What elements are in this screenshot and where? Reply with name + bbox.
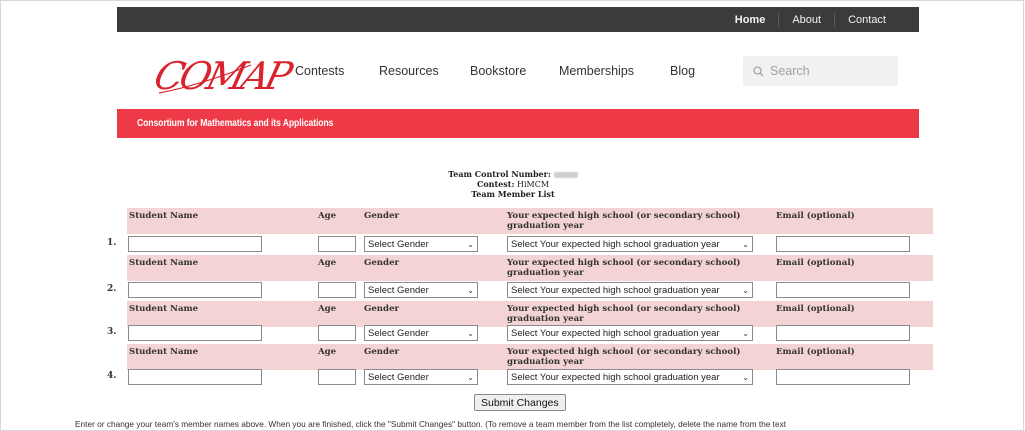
logo-text: COMAP — [149, 54, 293, 99]
submit-changes-button[interactable]: Submit Changes — [474, 394, 566, 411]
age-input[interactable] — [318, 325, 356, 341]
table-header-row: Student Name Age Gender Your expected high school (or secondary school) graduation year Email (optional) — [127, 344, 933, 370]
row-number: 1. — [107, 238, 117, 248]
graduation-year-select[interactable]: Select Your expected high school graduation year ⌄ — [507, 369, 753, 385]
nav-memberships[interactable]: Memberships — [559, 64, 635, 78]
top-nav-home[interactable]: Home — [734, 13, 766, 26]
gender-select[interactable]: Select Gender ⌄ — [364, 325, 478, 341]
email-input[interactable] — [776, 325, 910, 341]
comap-logo[interactable] — [149, 45, 293, 99]
graduation-year-select[interactable]: Select Your expected high school graduation year ⌄ — [507, 325, 753, 341]
table-row — [107, 280, 933, 301]
row-number: 4. — [107, 371, 117, 381]
table-header-row: Student Name Age Gender Your expected high school (or secondary school) graduation year Email (optional) — [127, 255, 933, 281]
org-banner — [117, 109, 919, 138]
student-name-input[interactable] — [128, 369, 262, 385]
age-input[interactable] — [318, 282, 356, 298]
org-banner-text: Consortium for Mathematics and its Applications — [137, 118, 334, 129]
contest-label: Contest: — [476, 179, 515, 189]
gender-select[interactable]: Select Gender ⌄ — [364, 236, 478, 252]
nav-bookstore[interactable]: Bookstore — [470, 64, 527, 78]
chevron-down-icon: ⌄ — [467, 372, 474, 382]
search-input[interactable] — [770, 64, 885, 78]
top-utility-bar — [117, 7, 919, 32]
team-control-number-redacted — [554, 172, 578, 178]
age-input[interactable] — [318, 369, 356, 385]
graduation-year-select[interactable]: Select Your expected high school graduation year ⌄ — [507, 236, 753, 252]
nav-contests[interactable]: Contests — [295, 64, 345, 78]
row-number: 3. — [107, 327, 117, 337]
email-input[interactable] — [776, 282, 910, 298]
nav-resources[interactable]: Resources — [379, 64, 439, 78]
top-nav-contact[interactable]: Contact — [834, 13, 899, 27]
instructions-text: Enter or change your team's member names above. When you are finished, click the "Submit Changes" button. (To remove a team member from the list completely, delete the name from the text — [75, 419, 787, 429]
chevron-down-icon: ⌄ — [742, 285, 749, 295]
age-input[interactable] — [318, 236, 356, 252]
team-control-label: Team Control Number: — [448, 169, 551, 179]
gender-select[interactable]: Select Gender ⌄ — [364, 282, 478, 298]
table-header-row: Student Name Age Gender Your expected high school (or secondary school) graduation year Email (optional) — [127, 208, 933, 234]
table-row — [107, 323, 933, 344]
search-box[interactable] — [743, 56, 898, 86]
graduation-year-select[interactable]: Select Your expected high school graduation year ⌄ — [507, 282, 753, 298]
chevron-down-icon: ⌄ — [467, 328, 474, 338]
chevron-down-icon: ⌄ — [742, 328, 749, 338]
nav-blog[interactable]: Blog — [670, 64, 696, 78]
table-row — [107, 367, 933, 388]
student-name-input[interactable] — [128, 282, 262, 298]
gender-select[interactable]: Select Gender ⌄ — [364, 369, 478, 385]
team-member-list-title: Team Member List — [471, 189, 555, 199]
contest-value: HiMCM — [516, 180, 550, 189]
row-number: 2. — [107, 284, 117, 294]
table-header-row: Student Name Age Gender Your expected high school (or secondary school) graduation year Email (optional) — [127, 301, 933, 327]
top-nav-about[interactable]: About — [778, 13, 834, 27]
chevron-down-icon: ⌄ — [742, 372, 749, 382]
table-row — [107, 234, 933, 255]
search-icon — [753, 66, 764, 77]
chevron-down-icon: ⌄ — [467, 239, 474, 249]
email-input[interactable] — [776, 236, 910, 252]
student-name-input[interactable] — [128, 236, 262, 252]
student-name-input[interactable] — [128, 325, 262, 341]
chevron-down-icon: ⌄ — [742, 239, 749, 249]
email-input[interactable] — [776, 369, 910, 385]
chevron-down-icon: ⌄ — [467, 285, 474, 295]
